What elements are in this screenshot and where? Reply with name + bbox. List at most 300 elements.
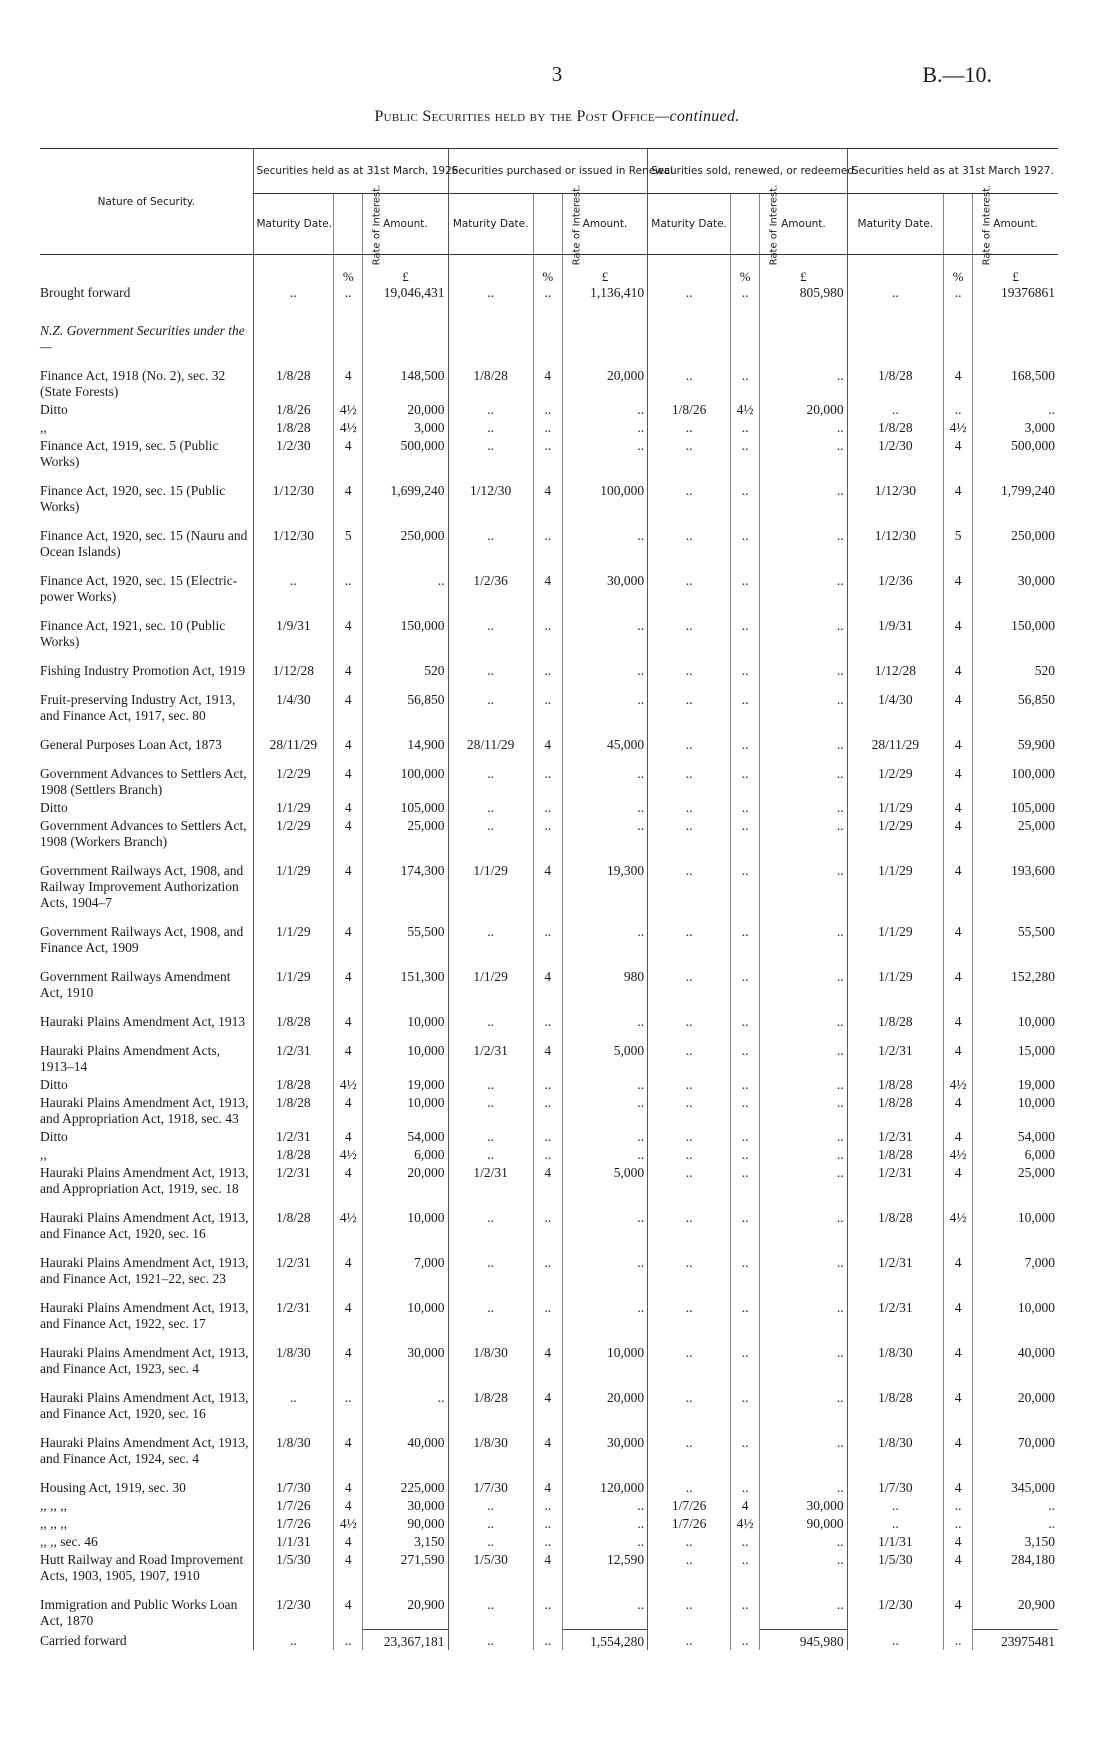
interest-rate: ..: [731, 1075, 760, 1093]
amount: ..: [760, 418, 847, 436]
maturity-date: 1/7/26: [253, 1496, 334, 1514]
amount: ..: [562, 1584, 647, 1629]
section-heading-row: [40, 301, 1058, 355]
security-name: Hauraki Plains Amendment Act, 1913, and Finance Act, 1920, sec. 16: [40, 1390, 249, 1421]
table-row: [40, 515, 1058, 560]
maturity-date: 1/1/29: [847, 911, 943, 956]
maturity-date: ..: [448, 1127, 533, 1145]
amount: 148,500: [363, 355, 448, 400]
security-name: Ditto: [40, 1129, 68, 1144]
interest-rate: 4: [533, 956, 562, 1001]
security-name: Government Advances to Settlers Act, 1908 (Settlers Branch): [40, 766, 247, 797]
maturity-date: 1/2/31: [448, 1163, 533, 1197]
maturity-date: 1/2/30: [253, 1584, 334, 1629]
interest-rate: ..: [731, 1422, 760, 1467]
interest-rate: 4: [944, 816, 973, 850]
maturity-date: ..: [648, 1550, 731, 1584]
amount: ..: [562, 1093, 647, 1127]
security-name: Hauraki Plains Amendment Act, 1913, and Appropriation Act, 1918, sec. 43: [40, 1095, 249, 1126]
maturity-date: 1/1/29: [847, 798, 943, 816]
interest-rate: 4: [944, 1163, 973, 1197]
amount: 5,000: [562, 1030, 647, 1075]
amount: 100,000: [363, 753, 448, 798]
amount: 10,000: [363, 1001, 448, 1030]
amount: ..: [760, 605, 847, 650]
interest-rate: 4½: [944, 1075, 973, 1093]
amount: ..: [760, 724, 847, 753]
amount: 250,000: [973, 515, 1058, 560]
dots: ..: [253, 285, 334, 301]
table-row: [40, 753, 1058, 798]
amount: 56,850: [973, 679, 1058, 724]
amount: 40,000: [973, 1332, 1058, 1377]
security-name: Hauraki Plains Amendment Act, 1913, and Appropriation Act, 1919, sec. 18: [40, 1165, 249, 1196]
interest-rate: 4: [944, 436, 973, 470]
table-row: [40, 798, 1058, 816]
interest-rate: 4½: [334, 1514, 363, 1532]
amount: ..: [760, 679, 847, 724]
maturity-date: 1/2/31: [253, 1242, 334, 1287]
empty-cell: [973, 301, 1058, 355]
amount: 10,000: [973, 1001, 1058, 1030]
maturity-date: ..: [448, 816, 533, 850]
maturity-date: 1/8/28: [847, 355, 943, 400]
amount: ..: [760, 1030, 847, 1075]
maturity-date: 1/2/31: [448, 1030, 533, 1075]
interest-rate: 4: [944, 798, 973, 816]
amount: 20,900: [363, 1584, 448, 1629]
amount: ..: [562, 1287, 647, 1332]
amount-header: Amount.: [562, 194, 647, 255]
interest-rate: 4: [533, 1332, 562, 1377]
amount: 174,300: [363, 850, 448, 911]
unit-percent: %: [533, 255, 562, 286]
interest-rate: 4: [533, 1422, 562, 1467]
maturity-date: 1/2/30: [847, 436, 943, 470]
maturity-date: ..: [648, 605, 731, 650]
amount: 3,000: [363, 418, 448, 436]
maturity-date: 1/1/29: [253, 956, 334, 1001]
maturity-date: ..: [648, 1127, 731, 1145]
amount: ..: [760, 1422, 847, 1467]
amount: 55,500: [973, 911, 1058, 956]
interest-rate: ..: [731, 724, 760, 753]
interest-rate: ..: [731, 470, 760, 515]
amount: 284,180: [973, 1550, 1058, 1584]
amount: ..: [760, 1332, 847, 1377]
interest-rate: ..: [533, 515, 562, 560]
security-name: ,,: [40, 1147, 47, 1162]
interest-rate: ..: [731, 679, 760, 724]
maturity-date: ..: [847, 1496, 943, 1514]
maturity-date: ..: [448, 400, 533, 418]
maturity-date: 1/4/30: [847, 679, 943, 724]
maturity-date: ..: [448, 679, 533, 724]
amount: ..: [562, 400, 647, 418]
amount: ..: [760, 1550, 847, 1584]
interest-rate: 4: [944, 1242, 973, 1287]
amount: 45,000: [562, 724, 647, 753]
amount: 520: [363, 650, 448, 679]
amount: ..: [562, 798, 647, 816]
interest-rate: 4½: [334, 1075, 363, 1093]
amount: 10,000: [973, 1093, 1058, 1127]
maturity-date: 1/12/28: [847, 650, 943, 679]
interest-rate: 4: [533, 1030, 562, 1075]
interest-rate: 4: [334, 798, 363, 816]
amount-header: Amount.: [760, 194, 847, 255]
amount: ..: [363, 560, 448, 605]
maturity-date: 1/8/30: [253, 1332, 334, 1377]
amount: 30,000: [973, 560, 1058, 605]
nature-header: Nature of Security.: [40, 149, 253, 255]
amount: ..: [562, 753, 647, 798]
maturity-date: 1/12/30: [253, 515, 334, 560]
interest-rate: ..: [944, 400, 973, 418]
amount-header: Amount.: [973, 194, 1058, 255]
amount: 90,000: [760, 1514, 847, 1532]
maturity-date: ..: [648, 355, 731, 400]
maturity-date: 1/2/29: [253, 753, 334, 798]
interest-rate: ..: [731, 1467, 760, 1496]
security-name: Hauraki Plains Amendment Act, 1913, and Finance Act, 1922, sec. 17: [40, 1300, 249, 1331]
maturity-date: 1/8/28: [448, 355, 533, 400]
security-name: Government Railways Act, 1908, and Railway Improvement Authorization Acts, 1904–7: [40, 863, 244, 910]
amount: 152,280: [973, 956, 1058, 1001]
units-row: [40, 255, 1058, 286]
amount: 20,000: [363, 400, 448, 418]
interest-rate: ..: [731, 605, 760, 650]
interest-rate: 4½: [731, 400, 760, 418]
maturity-date: ..: [648, 724, 731, 753]
interest-rate: ..: [731, 418, 760, 436]
interest-rate: 4: [334, 436, 363, 470]
dots: ..: [944, 1629, 973, 1650]
amount: 271,590: [363, 1550, 448, 1584]
amount: ..: [760, 470, 847, 515]
interest-rate: 4: [731, 1496, 760, 1514]
maturity-date: 1/7/26: [253, 1514, 334, 1532]
maturity-date: 1/8/28: [253, 1145, 334, 1163]
table-row: [40, 650, 1058, 679]
maturity-date: 1/5/30: [847, 1550, 943, 1584]
interest-rate: ..: [533, 1287, 562, 1332]
interest-rate: 4: [334, 753, 363, 798]
interest-rate: 4: [944, 911, 973, 956]
maturity-date: 1/8/28: [253, 1075, 334, 1093]
empty-cell: [562, 301, 647, 355]
interest-rate: ..: [731, 1163, 760, 1197]
maturity-date: ..: [648, 679, 731, 724]
amount: ..: [760, 1075, 847, 1093]
amount: 20,000: [562, 1377, 647, 1422]
document-reference: B.—10.: [922, 62, 992, 87]
maturity-date: 1/8/28: [253, 418, 334, 436]
table-row: [40, 418, 1058, 436]
amount: ..: [760, 1197, 847, 1242]
amount: ..: [760, 355, 847, 400]
interest-rate: ..: [533, 1532, 562, 1550]
table-row: [40, 400, 1058, 418]
dots: ..: [731, 285, 760, 301]
maturity-date: 1/8/30: [448, 1422, 533, 1467]
interest-rate: ..: [533, 816, 562, 850]
maturity-date: 1/2/31: [847, 1242, 943, 1287]
interest-rate: 4: [334, 1001, 363, 1030]
empty-cell: [363, 301, 448, 355]
dots: ..: [847, 1629, 943, 1650]
maturity-date: ..: [648, 956, 731, 1001]
interest-rate: ..: [533, 1075, 562, 1093]
interest-rate: 5: [334, 515, 363, 560]
amount: 56,850: [363, 679, 448, 724]
interest-rate: ..: [944, 1514, 973, 1532]
maturity-date: 1/1/31: [253, 1532, 334, 1550]
maturity-date: 1/2/30: [253, 436, 334, 470]
interest-rate: ..: [533, 418, 562, 436]
interest-rate: ..: [731, 650, 760, 679]
amount: 59,900: [973, 724, 1058, 753]
maturity-date: 1/8/28: [253, 1001, 334, 1030]
maturity-date: ..: [448, 418, 533, 436]
interest-rate: 4: [334, 1332, 363, 1377]
amount: ..: [562, 816, 647, 850]
unit-blank: [448, 255, 533, 286]
amount: 100,000: [562, 470, 647, 515]
security-name: Fishing Industry Promotion Act, 1919: [40, 663, 246, 678]
rate-header-text: Rate of Interest.: [768, 184, 780, 265]
maturity-date: ..: [847, 1514, 943, 1532]
maturity-date: 1/4/30: [253, 679, 334, 724]
security-name: Finance Act, 1920, sec. 15 (Nauru and Ocean Islands): [40, 528, 248, 559]
maturity-date: 1/8/26: [648, 400, 731, 418]
dots: ..: [334, 1629, 363, 1650]
amount: ..: [363, 1377, 448, 1422]
interest-rate: ..: [944, 1496, 973, 1514]
table-row: [40, 1422, 1058, 1467]
security-name: Ditto: [40, 402, 68, 417]
interest-rate: 4: [944, 560, 973, 605]
interest-rate: ..: [533, 1496, 562, 1514]
table-row: [40, 816, 1058, 850]
amount: 30,000: [562, 1422, 647, 1467]
interest-rate: 4: [533, 470, 562, 515]
securities-table: [40, 148, 1058, 1650]
interest-rate: ..: [334, 560, 363, 605]
table-row: [40, 470, 1058, 515]
maturity-date: 1/8/28: [253, 355, 334, 400]
amount: 520: [973, 650, 1058, 679]
maturity-date: ..: [448, 1001, 533, 1030]
amount: 19,000: [973, 1075, 1058, 1093]
table-row: [40, 436, 1058, 470]
interest-rate: ..: [731, 816, 760, 850]
table-row: [40, 956, 1058, 1001]
maturity-date: ..: [648, 1584, 731, 1629]
maturity-date: 1/1/29: [253, 798, 334, 816]
table-row: [40, 1514, 1058, 1532]
carried-forward-amount: 1,554,280: [562, 1629, 647, 1650]
maturity-date: ..: [448, 1145, 533, 1163]
interest-rate: 4: [944, 470, 973, 515]
table-row: [40, 724, 1058, 753]
interest-rate: 4: [334, 850, 363, 911]
interest-rate: 4: [334, 470, 363, 515]
dots: ..: [253, 1629, 334, 1650]
interest-rate: ..: [731, 1532, 760, 1550]
interest-rate: 4: [944, 1332, 973, 1377]
amount: 6,000: [363, 1145, 448, 1163]
maturity-date: ..: [448, 650, 533, 679]
security-name: Immigration and Public Works Loan Act, 1870: [40, 1597, 238, 1628]
empty-cell: [731, 301, 760, 355]
interest-rate: 4: [334, 1127, 363, 1145]
amount: 30,000: [363, 1496, 448, 1514]
maturity-date: ..: [648, 418, 731, 436]
maturity-date: ..: [448, 1093, 533, 1127]
amount: 19,000: [363, 1075, 448, 1093]
interest-rate: 4: [944, 1093, 973, 1127]
rate-header-text: Rate of Interest.: [981, 184, 993, 265]
amount: 500,000: [973, 436, 1058, 470]
amount: ..: [760, 1584, 847, 1629]
maturity-date: ..: [648, 816, 731, 850]
table-row: [40, 355, 1058, 400]
maturity-date: 1/8/28: [253, 1093, 334, 1127]
interest-rate: 4: [334, 1287, 363, 1332]
security-name: Ditto: [40, 800, 68, 815]
empty-cell: [253, 301, 334, 355]
maturity-date: 1/8/28: [847, 1145, 943, 1163]
amount: ..: [973, 1496, 1058, 1514]
rate-header-text: Rate of Interest.: [371, 184, 383, 265]
maturity-date: ..: [648, 753, 731, 798]
table-row: [40, 1197, 1058, 1242]
amount: ..: [562, 1514, 647, 1532]
maturity-date: 1/8/30: [448, 1332, 533, 1377]
interest-rate: ..: [731, 1127, 760, 1145]
amount: ..: [760, 1532, 847, 1550]
security-name: ,, ,, sec. 46: [40, 1534, 98, 1549]
security-name: Finance Act, 1920, sec. 15 (Electric-power Works): [40, 573, 238, 604]
interest-rate: 4: [533, 1377, 562, 1422]
interest-rate: 4: [334, 724, 363, 753]
interest-rate: 4: [533, 724, 562, 753]
interest-rate: ..: [731, 515, 760, 560]
maturity-date: 1/8/28: [847, 1197, 943, 1242]
amount: 6,000: [973, 1145, 1058, 1163]
maturity-date: ..: [648, 1422, 731, 1467]
maturity-date: 1/2/31: [253, 1163, 334, 1197]
interest-rate: ..: [731, 560, 760, 605]
interest-rate: 4½: [334, 1197, 363, 1242]
maturity-date: ..: [448, 1584, 533, 1629]
table-row: [40, 1467, 1058, 1496]
interest-rate: ..: [731, 1001, 760, 1030]
amount: 10,000: [562, 1332, 647, 1377]
security-name: Finance Act, 1919, sec. 5 (Public Works): [40, 438, 219, 469]
interest-rate: 4: [944, 355, 973, 400]
table-row: [40, 911, 1058, 956]
rate-header-text: Rate of Interest.: [571, 184, 583, 265]
unit-blank: [253, 255, 334, 286]
maturity-date: ..: [847, 400, 943, 418]
maturity-date: 1/2/31: [847, 1127, 943, 1145]
maturity-date: ..: [648, 650, 731, 679]
amount: 20,000: [973, 1377, 1058, 1422]
maturity-date: 1/1/29: [253, 850, 334, 911]
security-name: Hutt Railway and Road Improvement Acts, 1903, 1905, 1907, 1910: [40, 1552, 244, 1583]
maturity-date: 1/7/30: [253, 1467, 334, 1496]
interest-rate: 4: [334, 911, 363, 956]
maturity-date: ..: [648, 911, 731, 956]
amount: 168,500: [973, 355, 1058, 400]
maturity-date: ..: [648, 1287, 731, 1332]
interest-rate: ..: [731, 911, 760, 956]
amount: ..: [760, 911, 847, 956]
interest-rate: ..: [533, 1514, 562, 1532]
table-row: [40, 679, 1058, 724]
interest-rate: ..: [533, 650, 562, 679]
amount: ..: [760, 1163, 847, 1197]
empty-cell: [760, 301, 847, 355]
amount: 105,000: [973, 798, 1058, 816]
maturity-date: ..: [648, 1093, 731, 1127]
maturity-date: 1/8/28: [847, 1093, 943, 1127]
amount: ..: [562, 911, 647, 956]
maturity-date: 1/9/31: [253, 605, 334, 650]
maturity-date: 1/12/30: [847, 515, 943, 560]
amount: 30,000: [363, 1332, 448, 1377]
amount: 7,000: [363, 1242, 448, 1287]
interest-rate: 4½: [944, 1145, 973, 1163]
amount: 55,500: [363, 911, 448, 956]
amount: ..: [562, 1242, 647, 1287]
interest-rate: 4: [944, 1550, 973, 1584]
empty-cell: [648, 301, 731, 355]
amount: 30,000: [562, 560, 647, 605]
amount: ..: [562, 1075, 647, 1093]
group-header-purchased: Securities purchased or issued in Renewal: [448, 149, 648, 194]
table-row: [40, 1163, 1058, 1197]
dots: ..: [533, 1629, 562, 1650]
maturity-date: 1/1/29: [847, 956, 943, 1001]
maturity-date: ..: [648, 1242, 731, 1287]
units-spacer: [40, 255, 253, 286]
table-row: [40, 850, 1058, 911]
amount: ..: [760, 850, 847, 911]
group-header-held-1926: Securities held as at 31st March, 1926.: [253, 149, 448, 194]
interest-rate: ..: [731, 1242, 760, 1287]
maturity-date: 1/2/31: [847, 1030, 943, 1075]
maturity-date: 1/2/30: [847, 1584, 943, 1629]
group-header-held-1927: Securities held as at 31st March 1927.: [847, 149, 1058, 194]
interest-rate: 5: [944, 515, 973, 560]
amount: 20,000: [760, 400, 847, 418]
interest-rate: ..: [533, 1127, 562, 1145]
maturity-date: 1/1/29: [448, 850, 533, 911]
maturity-date: 1/7/30: [448, 1467, 533, 1496]
security-name: Ditto: [40, 1077, 68, 1092]
interest-rate: 4: [533, 1550, 562, 1584]
interest-rate: 4½: [944, 418, 973, 436]
interest-rate: 4: [334, 1030, 363, 1075]
security-name: Finance Act, 1920, sec. 15 (Public Works): [40, 483, 226, 514]
maturity-date: ..: [648, 1532, 731, 1550]
maturity-date: 1/8/28: [847, 1377, 943, 1422]
amount: 20,000: [562, 355, 647, 400]
maturity-date: 1/1/29: [253, 911, 334, 956]
